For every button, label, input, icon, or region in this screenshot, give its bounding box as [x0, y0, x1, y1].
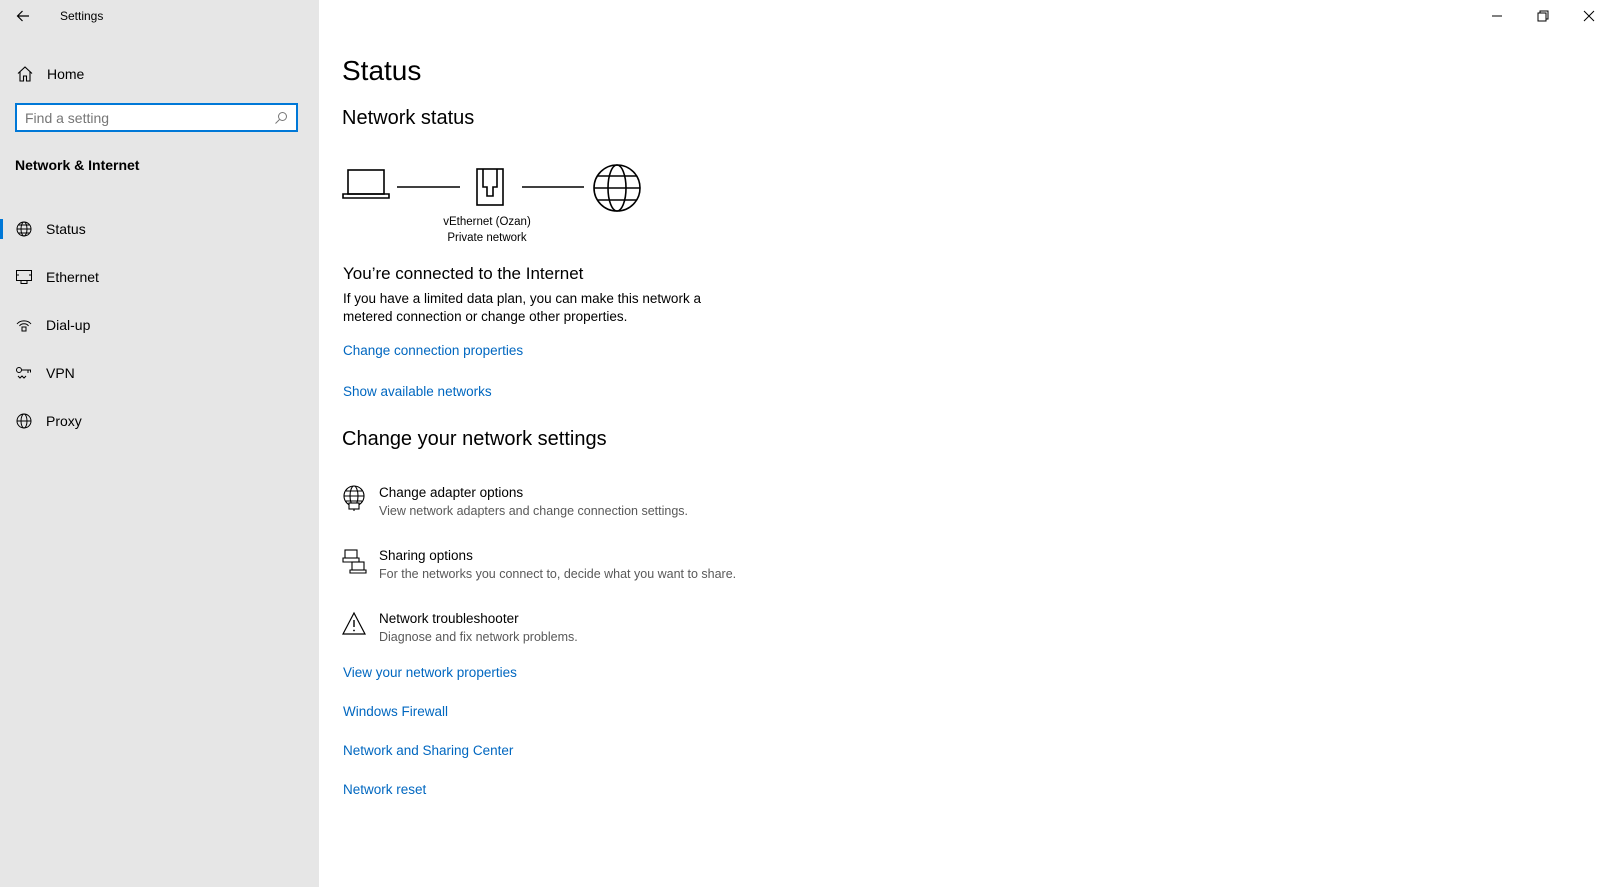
- option-title: Network troubleshooter: [379, 611, 519, 626]
- option-description: For the networks you connect to, decide what you want to share.: [379, 567, 737, 581]
- dialup-icon: [15, 316, 33, 334]
- option-description: View network adapters and change connection settings.: [379, 504, 688, 518]
- adapter-name: vEthernet (Ozan): [443, 216, 531, 228]
- restore-button[interactable]: [1520, 0, 1566, 32]
- sidebar-item-home[interactable]: [0, 56, 319, 92]
- minimize-button[interactable]: [1474, 0, 1520, 32]
- windows-firewall-link[interactable]: Windows Firewall: [343, 704, 449, 719]
- laptop-icon: [343, 170, 389, 198]
- internet-globe-icon: [594, 165, 640, 211]
- show-available-networks-link[interactable]: Show available networks: [343, 384, 492, 399]
- sidebar-item-label: Dial-up: [46, 317, 91, 333]
- option-description: Diagnose and fix network problems.: [379, 630, 578, 644]
- change-connection-properties-link[interactable]: Change connection properties: [343, 343, 524, 358]
- sidebar-item-proxy[interactable]: [0, 397, 319, 445]
- back-arrow-icon: [16, 9, 30, 23]
- change-adapter-options[interactable]: [342, 485, 792, 529]
- sidebar-item-label: VPN: [46, 365, 75, 381]
- section-title: Network & Internet: [15, 157, 140, 173]
- search-icon[interactable]: [274, 111, 288, 125]
- sidebar-home-label: Home: [47, 66, 85, 82]
- sidebar-item-ethernet[interactable]: [0, 253, 319, 301]
- network-status-heading: Network status: [342, 107, 475, 129]
- option-title: Change adapter options: [379, 485, 524, 500]
- connected-title: You’re connected to the Internet: [343, 264, 584, 283]
- sidebar-item-label: Status: [46, 221, 86, 237]
- sharing-options[interactable]: [342, 548, 792, 592]
- connected-description: If you have a limited data plan, you can make this network a metered connection or change other properties.: [343, 291, 701, 324]
- network-sharing-center-link[interactable]: Network and Sharing Center: [343, 743, 514, 758]
- search-box[interactable]: [15, 103, 298, 132]
- minimize-icon: [1491, 10, 1503, 22]
- search-input[interactable]: [17, 109, 274, 127]
- sidebar-item-vpn[interactable]: [0, 349, 319, 397]
- ethernet-icon: [15, 268, 33, 286]
- sidebar: [0, 0, 319, 887]
- nav-list: [0, 205, 319, 445]
- warning-icon: [342, 611, 368, 637]
- close-icon: [1583, 10, 1595, 22]
- title-bar: [0, 0, 319, 32]
- back-button[interactable]: [8, 2, 38, 30]
- change-settings-heading: Change your network settings: [342, 428, 607, 450]
- restore-icon: [1537, 10, 1549, 22]
- ethernet-adapter-icon: [477, 169, 503, 205]
- adapter-globe-icon: [342, 485, 368, 511]
- adapter-caption: [412, 214, 562, 246]
- sidebar-item-status[interactable]: [0, 205, 319, 253]
- globe-status-icon: [15, 220, 33, 238]
- sidebar-item-dialup[interactable]: [0, 301, 319, 349]
- close-button[interactable]: [1566, 0, 1612, 32]
- home-icon: [16, 65, 34, 83]
- window-controls: [1474, 0, 1612, 32]
- network-reset-link[interactable]: Network reset: [343, 782, 427, 797]
- sidebar-item-label: Proxy: [46, 413, 82, 429]
- sidebar-item-label: Ethernet: [46, 269, 99, 285]
- view-network-properties-link[interactable]: View your network properties: [343, 665, 517, 680]
- vpn-icon: [15, 364, 33, 382]
- globe-icon: [15, 412, 33, 430]
- page-title: Status: [342, 55, 422, 86]
- network-troubleshooter[interactable]: [342, 611, 792, 655]
- network-type: Private network: [447, 232, 527, 244]
- sharing-icon: [342, 548, 368, 574]
- app-title: Settings: [60, 9, 104, 23]
- option-title: Sharing options: [379, 548, 473, 563]
